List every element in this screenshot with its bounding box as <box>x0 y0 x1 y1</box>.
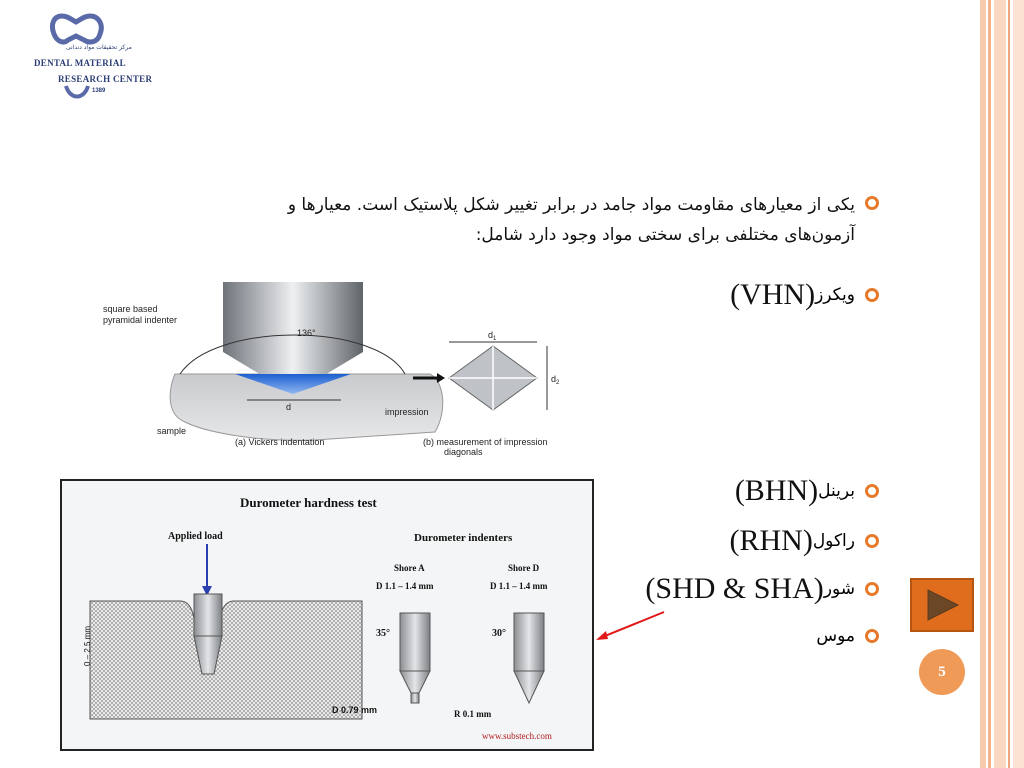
caption-b2: diagonals <box>444 447 483 457</box>
label-tip-d: R 0.1 mm <box>454 709 492 719</box>
red-arrow-icon <box>590 606 670 646</box>
vickers-figure <box>95 282 625 467</box>
bullet-brinell <box>735 474 879 508</box>
caption-a: (a) Vickers indentation <box>235 437 325 447</box>
bullet-label-fa: موس <box>816 626 855 646</box>
label-applied-load: Applied load <box>168 531 223 542</box>
next-slide-button[interactable] <box>910 578 974 632</box>
logo-line1: DENTAL MATERIAL <box>34 58 126 68</box>
bullet-vickers <box>730 278 879 312</box>
label-shore-a: Shore A <box>394 563 425 573</box>
logo-year: 1389 <box>92 88 106 94</box>
label-sample: sample <box>157 426 187 436</box>
bullet-label-fa: راکول <box>812 531 855 551</box>
bullet-ring-icon <box>865 484 879 498</box>
label-dim-d: D 1.1 – 1.4 mm <box>490 581 548 591</box>
durometer-figure <box>60 479 594 751</box>
logo <box>24 8 164 108</box>
bullet-label-en: (RHN) <box>729 524 813 557</box>
label-indenter-2: pyramidal indenter <box>103 315 178 325</box>
bullet-ring-icon <box>865 196 879 210</box>
label-angle: 136° <box>297 328 316 338</box>
bullet-text-line2: آزمون‌های مختلفی برای سختی مواد وجود دارد شامل: <box>475 225 855 245</box>
label-url: www.substech.com <box>482 731 552 741</box>
caption-b1: (b) measurement of impression <box>423 437 548 447</box>
label-indenter-1: square based <box>103 304 158 314</box>
bullet-rockwell <box>730 524 880 558</box>
label-angle-a: 35° <box>376 628 390 639</box>
bullet-text-line1: یکی از معیارهای مقاومت مواد جامد در برابر تغییر شکل پلاستیک است. معیارها و <box>287 195 855 215</box>
label-indenters: Durometer indenters <box>414 532 513 544</box>
label-angle-d: 30° <box>492 628 506 639</box>
bullet-definition <box>288 190 879 250</box>
label-dim-a: D 1.1 – 1.4 mm <box>376 581 434 591</box>
page-number: 5 <box>919 649 965 695</box>
logo-line2: RESEARCH CENTER <box>58 74 153 84</box>
label-shore-d: Shore D <box>508 563 540 573</box>
label-tip-a: D 0.79 mm <box>332 705 378 715</box>
play-arrow-icon <box>912 580 972 630</box>
label-d1: $d_1$ <box>488 330 497 342</box>
bullet-shore <box>645 572 879 606</box>
bullet-ring-icon <box>865 629 879 643</box>
bullet-label-fa: ویکرز <box>815 285 855 305</box>
bullet-text <box>288 190 855 250</box>
label-d2: $d_2$ <box>551 374 560 386</box>
decorative-stripes <box>980 0 1024 768</box>
label-depth: 0 – 2.5 mm <box>83 625 92 666</box>
bullet-mohs <box>816 626 879 646</box>
bullet-ring-icon <box>865 582 879 596</box>
bullet-label-fa: برینل <box>818 481 855 501</box>
durometer-title: Durometer hardness test <box>240 495 377 510</box>
bullet-ring-icon <box>865 534 879 548</box>
bullet-label-en: (VHN) <box>730 278 816 311</box>
bullet-label-en: (BHN) <box>734 474 819 507</box>
bullet-label-en: (SHD & SHA) <box>645 572 824 605</box>
bullet-ring-icon <box>865 288 879 302</box>
logo-persian-text: مرکز تحقیقات مواد دندانی <box>66 44 132 51</box>
bullet-label-fa: شور <box>823 579 855 599</box>
label-d: d <box>286 402 292 412</box>
label-impression: impression <box>385 407 429 417</box>
